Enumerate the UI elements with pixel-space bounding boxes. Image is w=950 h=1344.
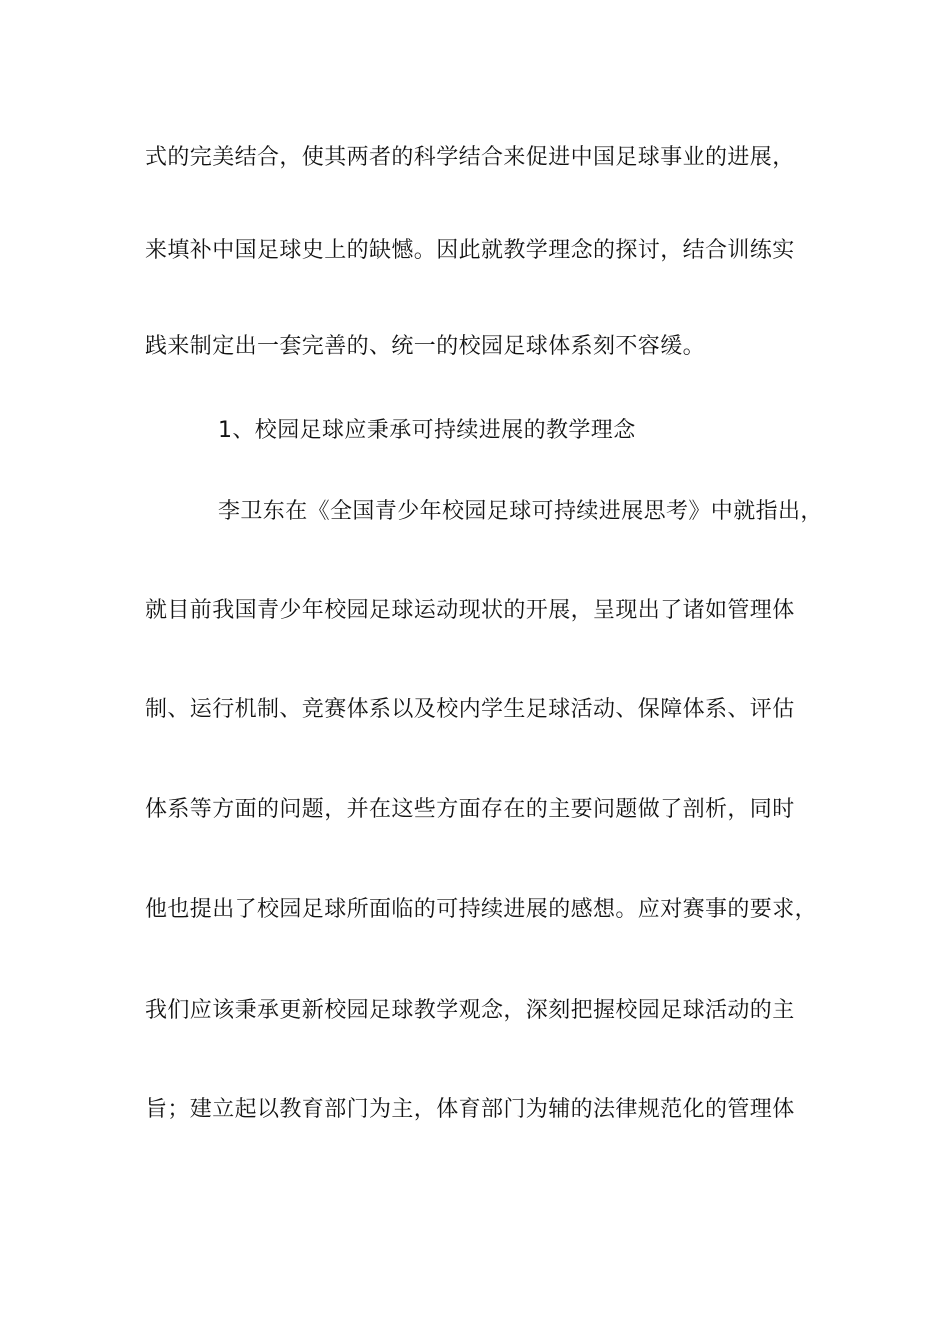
text-line: 旨；建立起以教育部门为主，体育部门为辅的法律规范化的管理体 [145, 1097, 795, 1122]
text-line: 践来制定出一套完善的、统一的校园足球体系刻不容缓。 [145, 334, 706, 359]
text-line: 我们应该秉承更新校园足球教学观念，深刻把握校园足球活动的主 [145, 998, 795, 1023]
section-heading: 1、校园足球应秉承可持续进展的教学理念 [218, 418, 636, 443]
text-line: 体系等方面的问题，并在这些方面存在的主要问题做了剖析，同时 [145, 797, 795, 822]
text-line: 李卫东在《全国青少年校园足球可持续进展思考》中就指出， [218, 499, 823, 524]
text-line: 他也提出了校园足球所面临的可持续进展的感想。应对赛事的要求， [145, 897, 818, 922]
text-line: 制、运行机制、竞赛体系以及校内学生足球活动、保障体系、评估 [145, 697, 795, 722]
text-line: 就目前我国青少年校园足球运动现状的开展，呈现出了诸如管理体 [145, 598, 795, 623]
text-line: 式的完美结合，使其两者的科学结合来促进中国足球事业的进展， [145, 145, 795, 170]
text-line: 来填补中国足球史上的缺憾。因此就教学理念的探讨，结合训练实 [145, 238, 795, 263]
